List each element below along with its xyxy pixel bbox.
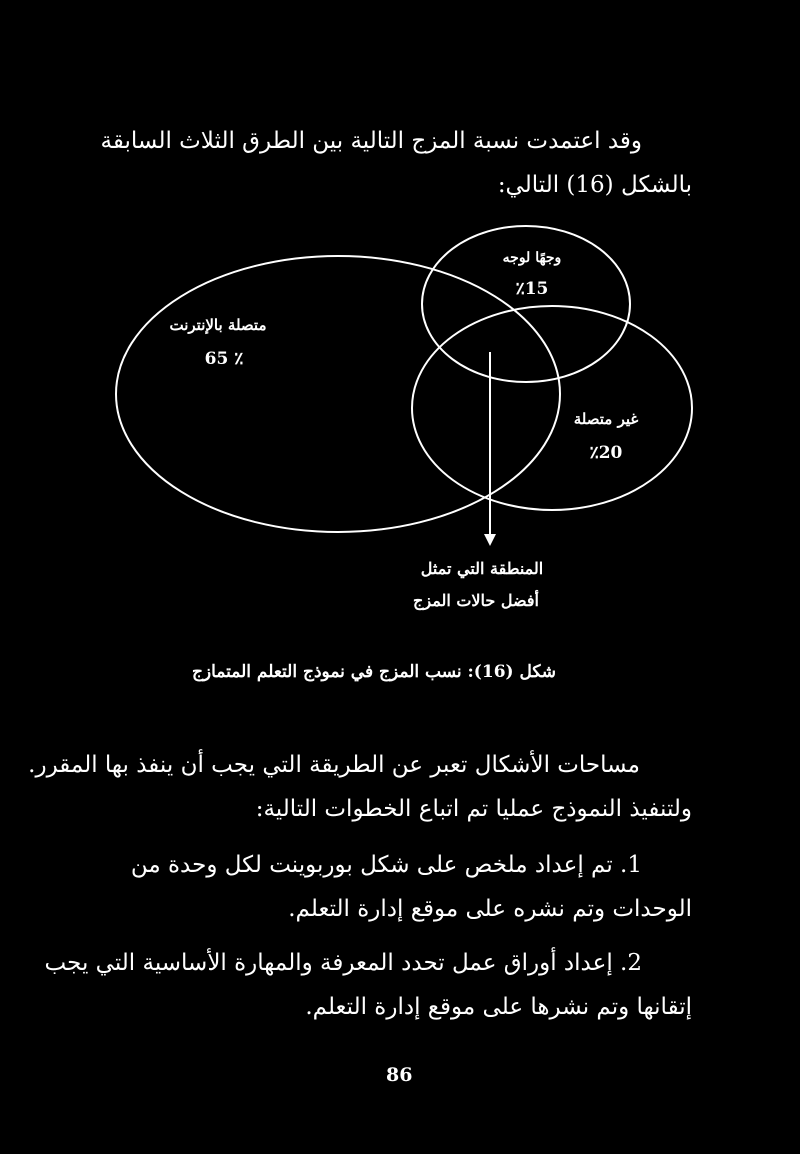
- page-number: 86: [386, 1064, 413, 1086]
- step-1-line-1: 1. تم إعداد ملخص على شكل بوربوينت لكل وحدة من: [130, 852, 642, 878]
- online-label: متصلة بالإنترنت: [169, 316, 267, 334]
- offline-ellipse: [412, 306, 692, 510]
- body-line-1: مساحات الأشكال تعبر عن الطريقة التي يجب أن ينفذ بها المقرر.: [28, 752, 640, 778]
- best-area-label-1: المنطقة التي تمثل: [420, 559, 544, 578]
- online-ellipse: [116, 256, 560, 532]
- figure-caption: شكل (16): نسب المزج في نموذج التعلم المتمازج: [191, 662, 556, 682]
- face-to-face-label: وجهًا لوجه: [502, 250, 562, 266]
- offline-label: غير متصلة: [573, 410, 639, 428]
- step-2-line-2: إتقانها وتم نشرها على موقع إدارة التعلم.: [305, 994, 692, 1020]
- intro-line-2: بالشكل (16) التالي:: [497, 172, 692, 198]
- online-percent: ٪ 65: [204, 349, 244, 369]
- offline-percent: ٪20: [589, 443, 623, 463]
- best-area-label-2: أفضل حالات المزج: [413, 591, 539, 610]
- body-line-2: ولتنفيذ النموذج عمليا تم اتباع الخطوات التالية:: [255, 796, 692, 822]
- face-to-face-percent: ٪15: [515, 279, 549, 299]
- intro-line-1: وقد اعتمدت نسبة المزج التالية بين الطرق الثلاث السابقة: [100, 128, 642, 154]
- step-2-line-1: 2. إعداد أوراق عمل تحدد المعرفة والمهارة الأساسية التي يجب: [44, 950, 642, 976]
- step-1-line-2: الوحدات وتم نشره على موقع إدارة التعلم.: [288, 896, 692, 922]
